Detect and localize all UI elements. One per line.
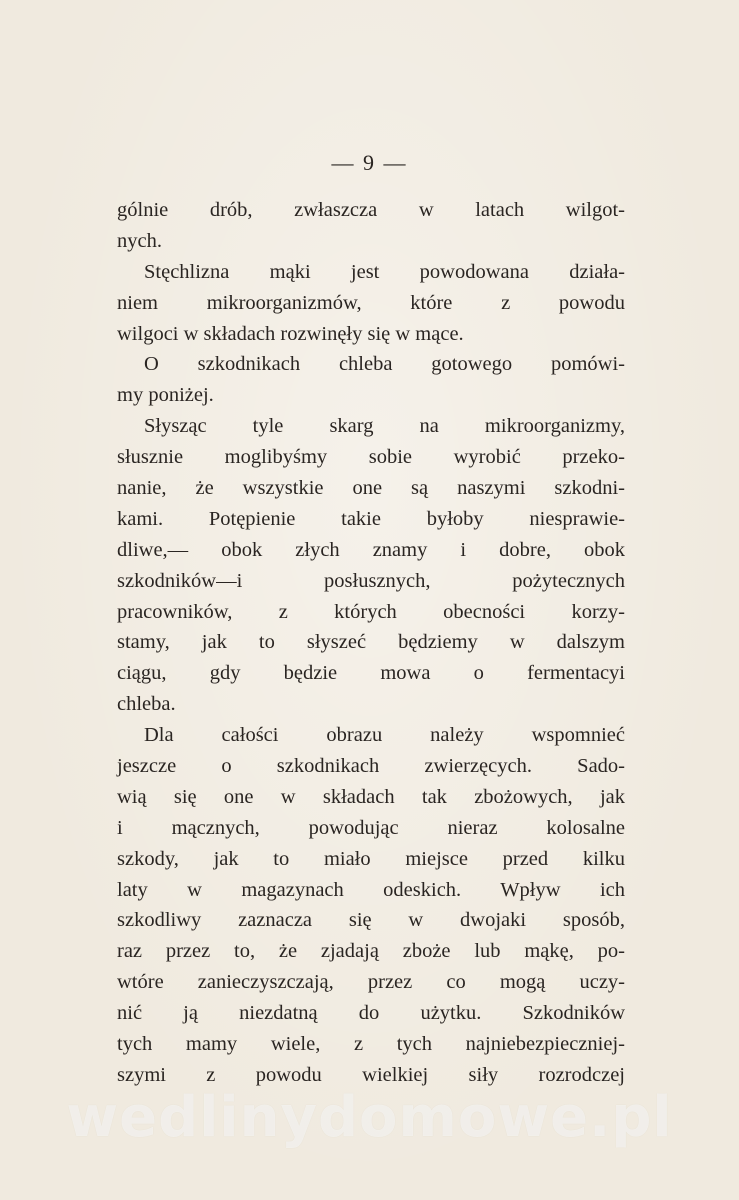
text-line: szymi z powodu wielkiej siły rozrodczej: [117, 1063, 625, 1086]
text-line: pracowników, z których obecności korzy-: [117, 600, 625, 623]
text-line: kami. Potępienie takie byłoby niesprawie-: [117, 507, 625, 530]
text-line: niem mikroorganizmów, które z powodu: [117, 291, 625, 314]
text-line: Dla całości obrazu należy wspomnieć: [144, 724, 625, 747]
text-line: dliwe,— obok złych znamy i dobre, obok: [117, 538, 625, 561]
text-line: chleba.: [117, 693, 176, 716]
text-line: laty w magazynach odeskich. Wpływ ich: [117, 878, 625, 901]
text-line: my poniżej.: [117, 384, 214, 407]
text-line: słusznie moglibyśmy sobie wyrobić przeko-: [117, 446, 625, 469]
text-line: nić ją niezdatną do użytku. Szkodników: [117, 1002, 625, 1025]
text-line: stamy, jak to słyszeć będziemy w dalszym: [117, 631, 625, 654]
text-line: Słysząc tyle skarg na mikroorganizmy,: [144, 415, 625, 438]
text-line: gólnie drób, zwłaszcza w latach wilgot-: [117, 199, 625, 221]
text-line: raz przez to, że zjadają zboże lub mąkę, po-: [117, 940, 625, 963]
watermark: wedlinydomowe.pl: [66, 1085, 673, 1150]
text-line: szkodników—i posłusznych, pożytecznych: [117, 569, 625, 592]
text-line: jeszcze o szkodnikach zwierzęcych. Sado-: [117, 755, 625, 778]
text-line: nych.: [117, 229, 162, 252]
text-line: wią się one w składach tak zbożowych, jak: [117, 785, 625, 808]
text-line: ciągu, gdy będzie mowa o fermentacyi: [117, 662, 625, 685]
page-number: — 9 —: [331, 150, 408, 175]
text-line: tych mamy wiele, z tych najniebezpieczniej-: [117, 1033, 625, 1056]
text-line: nanie, że wszystkie one są naszymi szkodni-: [117, 477, 625, 500]
text-line: O szkodnikach chleba gotowego pomówi-: [144, 353, 625, 376]
text-line: i mącznych, powodując nieraz kolosalne: [117, 816, 625, 839]
text-line: szkodliwy zaznacza się w dwojaki sposób,: [117, 909, 625, 932]
text-line: wtóre zanieczyszczają, przez co mogą uczy-: [117, 971, 625, 994]
text-line: wilgoci w składach rozwinęły się w mące.: [117, 322, 464, 345]
text-line: Stęchlizna mąki jest powodowana działa-: [144, 260, 625, 283]
body-text: [117, 195, 625, 1091]
text-line: szkody, jak to miało miejsce przed kilku: [117, 847, 625, 870]
